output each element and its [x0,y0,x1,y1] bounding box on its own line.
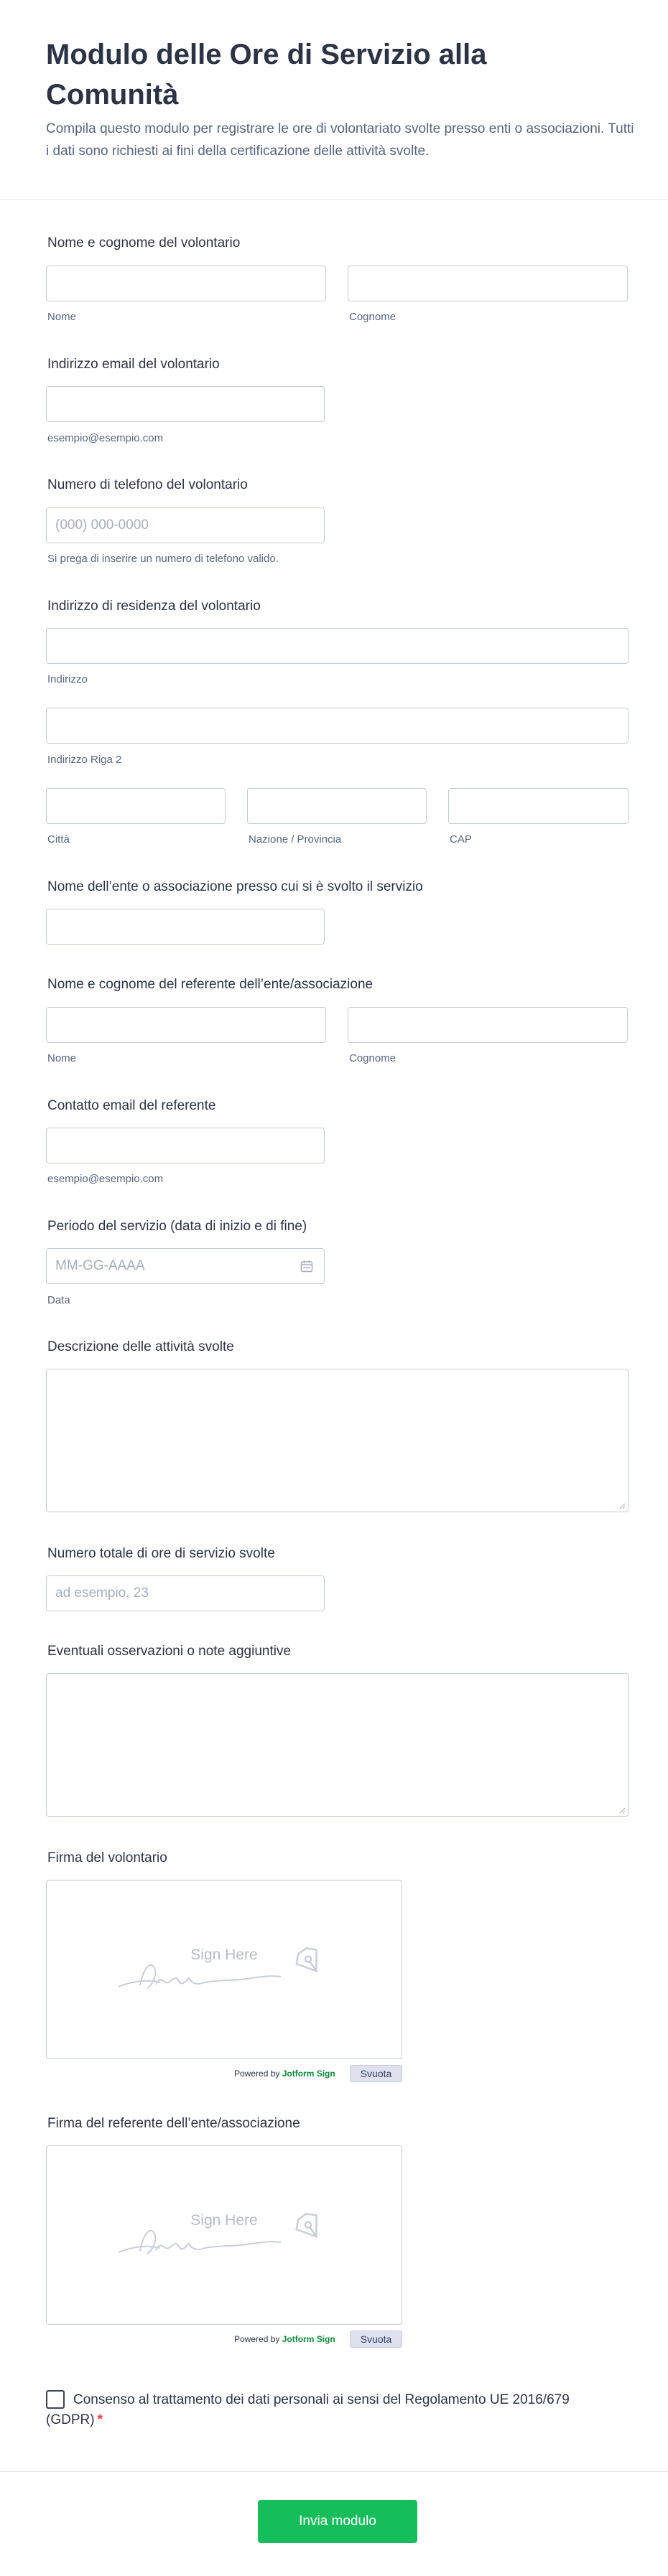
powered-by-text [234,2334,335,2344]
calendar-icon[interactable] [300,1260,313,1273]
form-title: Modulo delle Ore di Servizio alla Comunità [46,39,487,111]
notes-label: Eventuali osservazioni o note aggiuntive [47,1644,292,1659]
form-header [0,0,668,200]
referent-email-input[interactable] [46,1128,325,1163]
powered-by-prefix: Powered by [234,2069,280,2079]
referent-email-sublabel: esempio@esempio.com [47,1173,164,1185]
notes-textarea[interactable] [46,1673,628,1817]
referent-last-name-sublabel: Cognome [349,1052,396,1064]
consent-label: Consenso al trattamento dei dati personali ai sensi del Regolamento UE 2016/679 (GDPR) [46,2392,570,2427]
period-date-sublabel: Data [47,1294,70,1306]
address-city-sublabel: Città [47,833,70,846]
period-label: Periodo del servizio (data di inizio e di fine) [47,1219,307,1234]
signature-scribble-icon [119,2211,334,2261]
form-subtitle: Compila questo modulo per registrare le ore di volontariato svolte presso enti o associazioni. Tutti i dati sono richiesti ai fini della certificazione delle attività svolte. [46,121,634,159]
volunteer-first-name-input[interactable] [46,266,326,301]
referent-signature-pad[interactable] [46,2145,402,2325]
referent-signature-label: Firma del referente dell’ente/associazione [47,2116,300,2131]
hours-label: Numero totale di ore di servizio svolte [47,1546,275,1561]
signature-scribble-icon [119,1945,334,1995]
referent-first-name-input[interactable] [46,1007,326,1043]
resize-grip-icon[interactable] [619,1807,626,1814]
address-zip-sublabel: CAP [450,833,472,846]
address-line1-input[interactable] [46,628,628,664]
address-line2-input[interactable] [46,708,628,744]
volunteer-email-label: Indirizzo email del volontario [47,357,220,372]
volunteer-phone-label: Numero di telefono del volontario [47,477,248,492]
powered-by-text [234,2069,335,2079]
description-label: Descrizione delle attività svolte [47,1339,234,1354]
sign-here-hint: Sign Here [190,1947,258,1963]
volunteer-email-sublabel: esempio@esempio.com [47,432,164,444]
volunteer-email-input[interactable] [46,386,325,422]
address-city-input[interactable] [46,788,226,824]
volunteer-phone-input[interactable] [46,507,325,543]
org-name-input[interactable] [46,909,325,945]
volunteer-phone-sublabel: Si prega di inserire un numero di telefono valido. [47,553,279,565]
clear-referent-signature-button[interactable]: Svuota [350,2331,402,2348]
powered-by-prefix: Powered by [234,2334,280,2344]
jotform-sign-brand: Jotform Sign [282,2334,335,2344]
address-line1-sublabel: Indirizzo [47,673,88,685]
volunteer-signature-label: Firma del volontario [47,1850,167,1865]
volunteer-signature-pad[interactable] [46,1880,402,2059]
volunteer-last-name-input[interactable] [348,266,628,301]
referent-first-name-sublabel: Nome [47,1052,77,1064]
address-state-input[interactable] [247,788,427,824]
org-name-label: Nome dell’ente o associazione presso cui si è svolto il servizio [47,879,423,894]
referent-name-label: Nome e cognome del referente dell’ente/associazione [47,977,374,992]
address-label: Indirizzo di residenza del volontario [47,599,261,614]
address-state-sublabel: Nazione / Provincia [249,833,342,846]
footer-divider [0,2471,668,2472]
resize-grip-icon[interactable] [619,1503,626,1509]
volunteer-first-name-sublabel: Nome [47,311,77,323]
volunteer-last-name-sublabel: Cognome [349,311,396,323]
sign-here-hint: Sign Here [190,2212,258,2229]
description-textarea[interactable] [46,1369,628,1512]
referent-last-name-input[interactable] [348,1007,628,1043]
address-line2-sublabel: Indirizzo Riga 2 [47,754,122,766]
hours-input[interactable] [46,1575,325,1611]
clear-volunteer-signature-button[interactable]: Svuota [350,2065,402,2082]
jotform-sign-brand: Jotform Sign [282,2069,335,2079]
volunteer-name-label: Nome e cognome del volontario [47,235,241,250]
period-date-input[interactable] [46,1248,325,1284]
submit-button[interactable]: Invia modulo [258,2500,417,2543]
referent-email-label: Contatto email del referente [47,1098,216,1113]
consent-label-wrapper [46,2390,592,2430]
required-asterisk: * [97,2412,103,2427]
address-zip-input[interactable] [448,788,628,824]
